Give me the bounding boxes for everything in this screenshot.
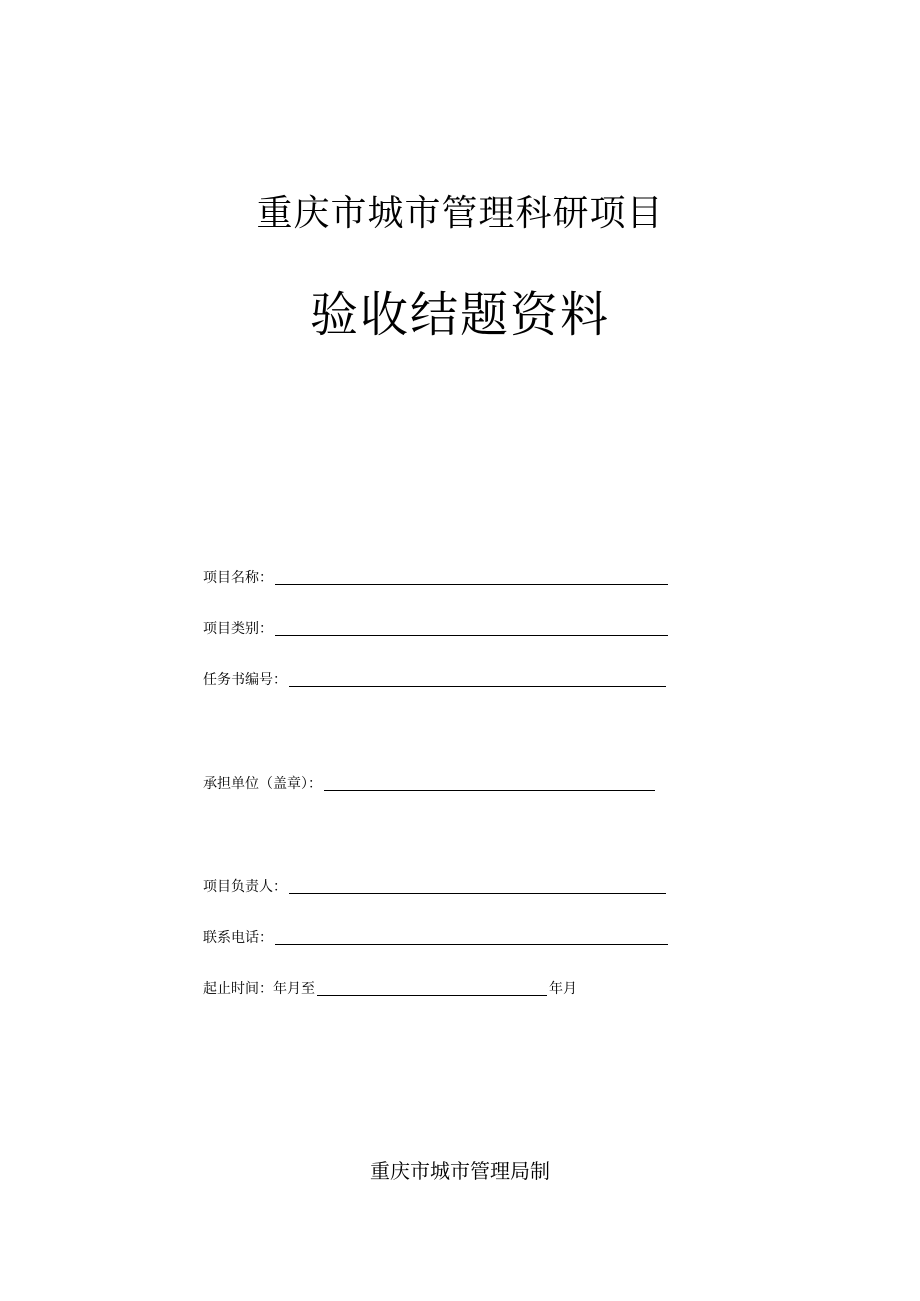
field-suffix: 年月 [549,981,577,997]
field-label: 任务书编号： [203,672,287,688]
blank-line [324,776,655,791]
field-task-number [203,670,666,690]
field-undertaking-unit [203,774,655,794]
blank-line [317,981,547,996]
blank-line [275,930,668,945]
field-label: 承担单位（盖章）： [203,776,322,792]
document-title-line2: 验收结题资料 [309,287,610,343]
field-label: 起止时间：年月至 [203,981,315,997]
field-label: 项目名称： [203,570,273,586]
document-title-line1: 重庆市城市管理科研项目 [256,193,664,234]
blank-line [275,570,668,585]
field-label: 联系电话： [203,930,273,946]
field-contact-phone [203,928,668,948]
field-label: 项目负责人： [203,879,287,895]
field-project-leader [203,877,666,897]
field-period [203,979,577,999]
field-project-name [203,568,668,588]
field-project-category [203,619,668,639]
blank-line [289,879,666,894]
field-label: 项目类别： [203,621,273,637]
document-footer: 重庆市城市管理局制 [370,1159,550,1183]
blank-line [275,621,668,636]
blank-line [289,672,666,687]
